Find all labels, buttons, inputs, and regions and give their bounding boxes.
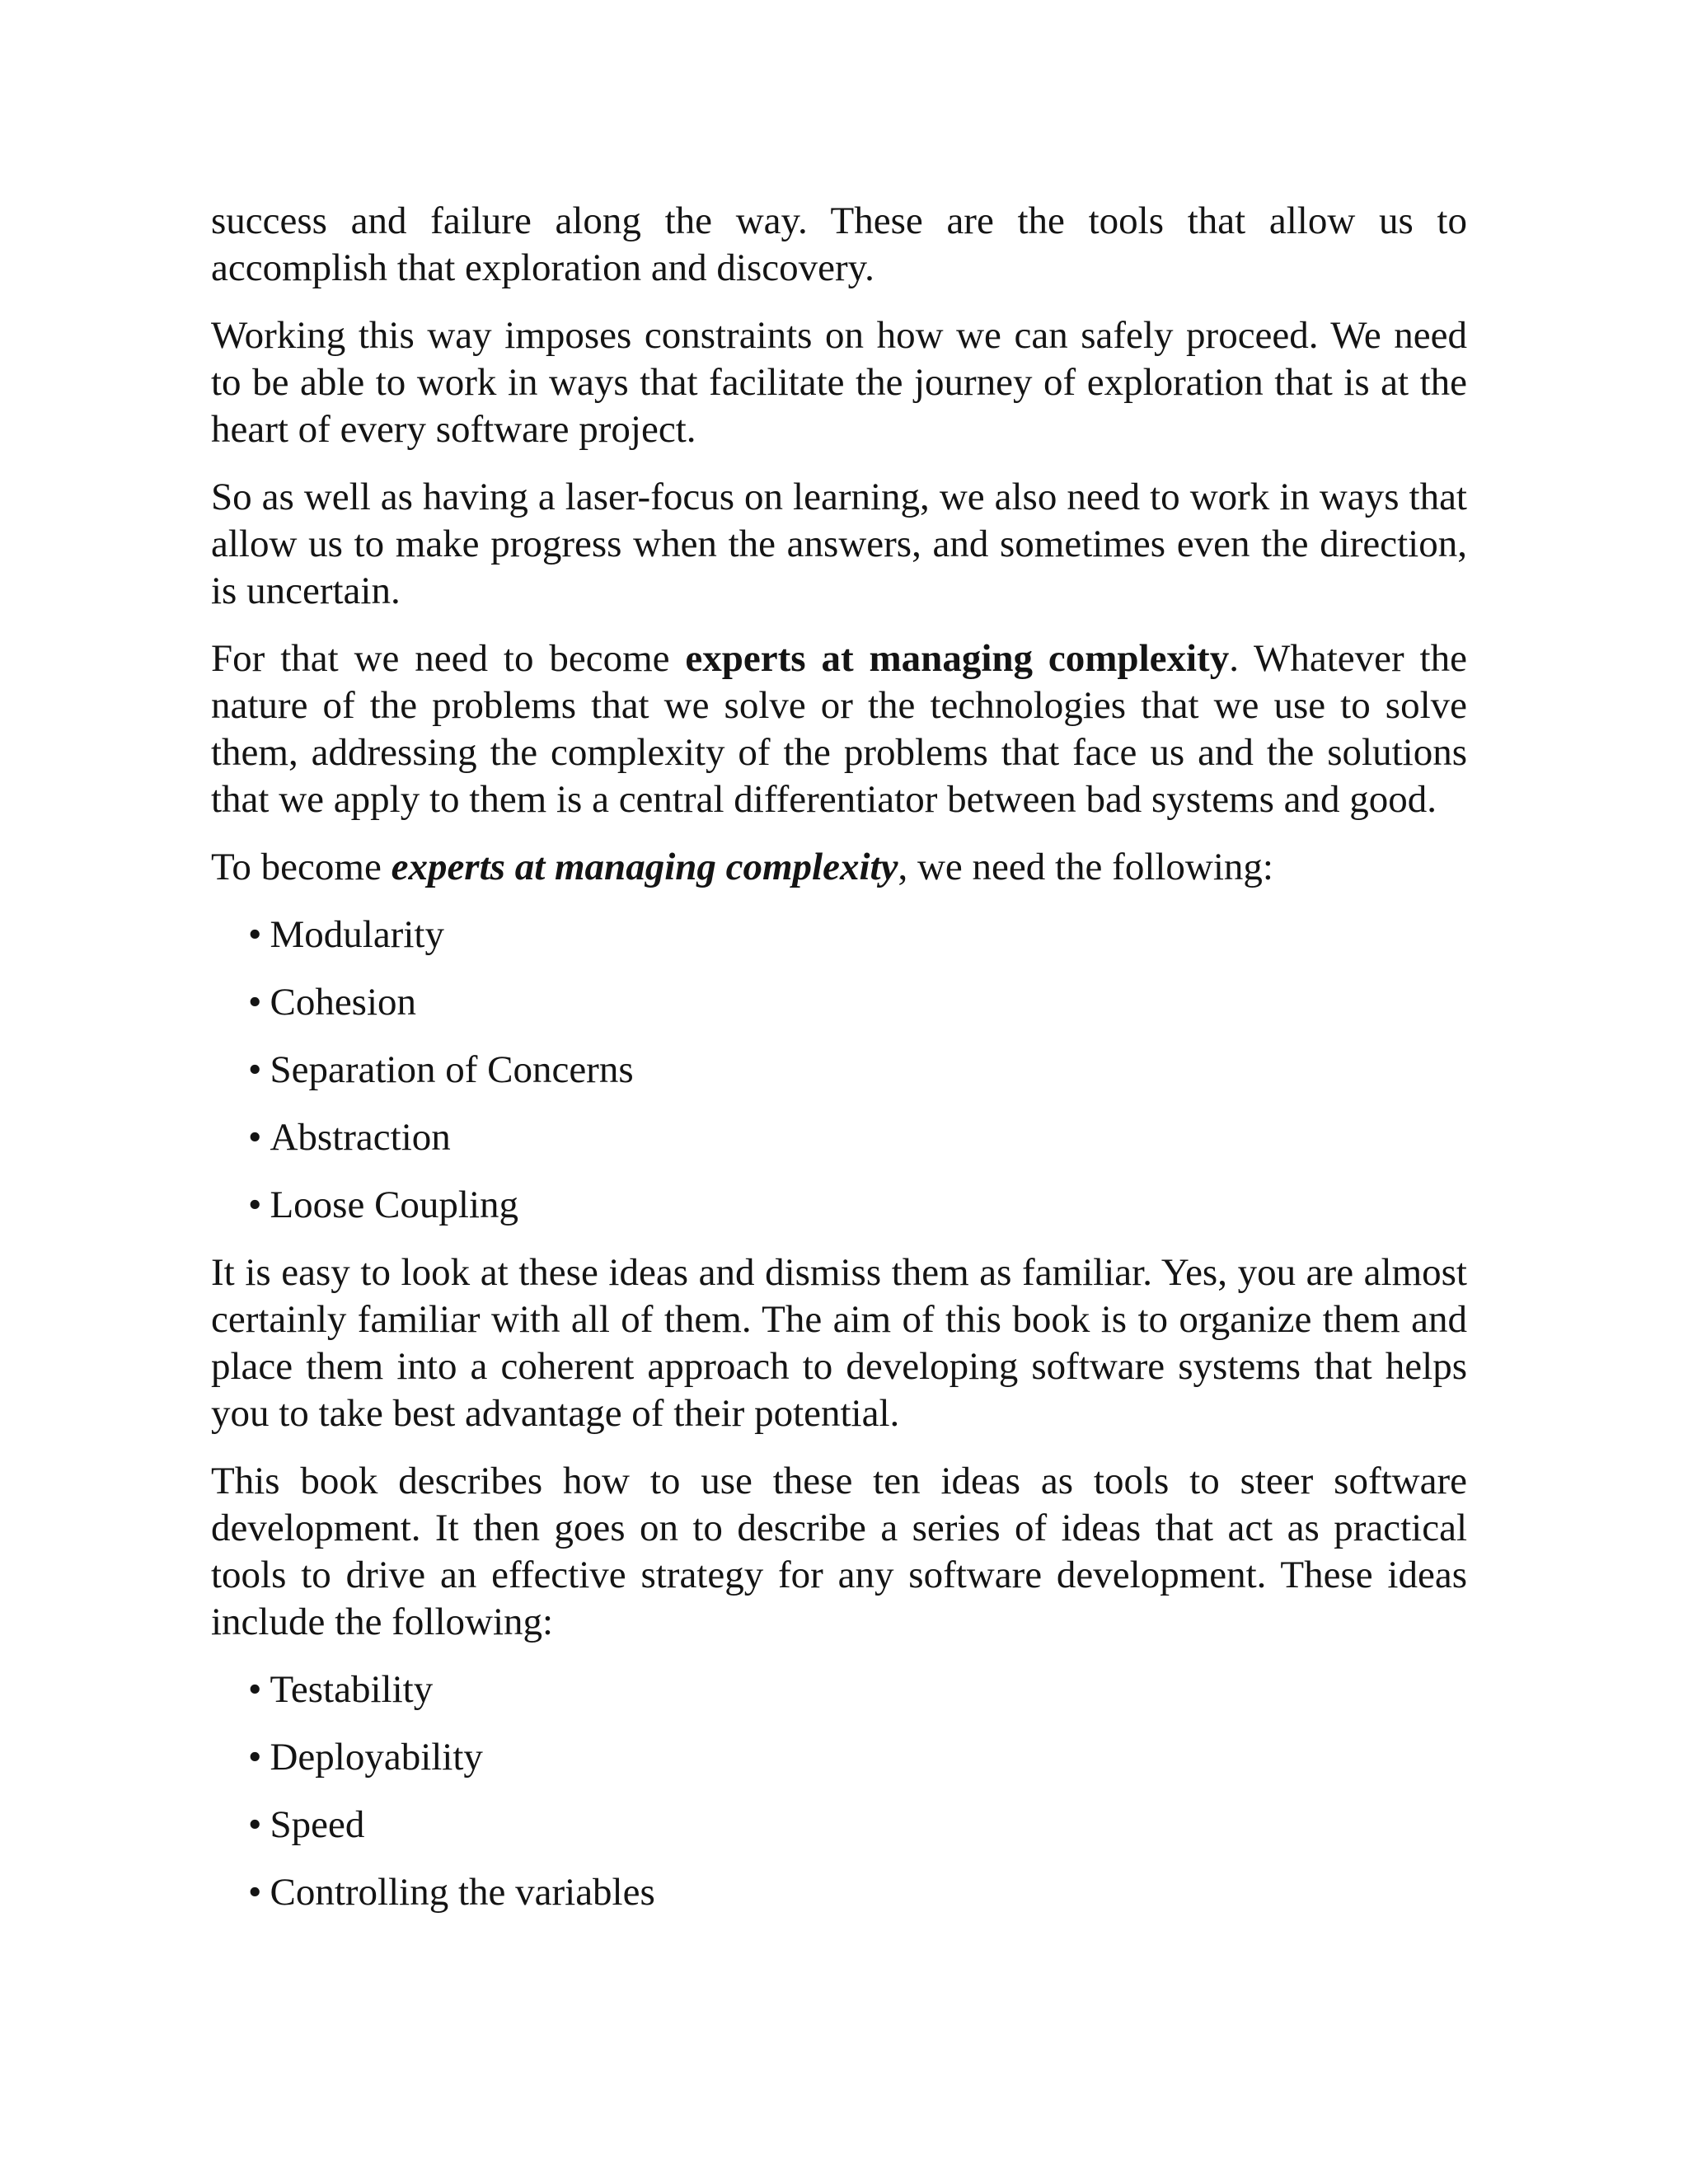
bullet-icon: • [248, 1803, 262, 1846]
list-item-label: Deployability [270, 1736, 483, 1779]
paragraph-managing-complexity [211, 635, 1467, 823]
text-run: To become [211, 846, 392, 888]
list-item-label: Abstraction [270, 1116, 451, 1159]
text-run: . Whatever the nature of the problems that we solve or the technologies that we use to solve them, addressing the complexity of the problems that face us and the solutions that we apply to them is a central differentiator between bad systems and good. [211, 637, 1467, 821]
document-page [211, 198, 1467, 1937]
list-item [248, 912, 1467, 958]
text-run: , we need the following: [898, 846, 1273, 888]
list-item [248, 1869, 1467, 1916]
list-item-label: Loose Coupling [270, 1183, 519, 1226]
list-item-label: Controlling the variables [270, 1871, 655, 1914]
list-item [248, 1047, 1467, 1094]
text-run: For that we need to become [211, 637, 686, 680]
paragraph-familiar-ideas: It is easy to look at these ideas and dismiss them as familiar. Yes, you are almost certainly familiar with all of them. The aim of this book is to organize them and place them into a coherent approach to developing software systems that helps you to take best advantage of their potential. [211, 1251, 1467, 1435]
list-item-label: Separation of Concerns [270, 1048, 634, 1091]
paragraph-exploration: success and failure along the way. These are the tools that allow us to accomplish that exploration and discovery. [211, 199, 1467, 289]
list-item-label: Modularity [270, 913, 444, 956]
bullet-icon: • [248, 1183, 262, 1226]
list-item [248, 1802, 1467, 1849]
list-item [248, 1666, 1467, 1713]
bullet-icon: • [248, 1871, 262, 1914]
list-item [248, 1182, 1467, 1229]
list-item [248, 979, 1467, 1026]
paragraph-laser-focus: So as well as having a laser-focus on learning, we also need to work in ways that allow us to make progress when the answers, and sometimes even the direction, is uncertain. [211, 476, 1467, 612]
bullet-icon: • [248, 1668, 262, 1711]
paragraph-book-description: This book describes how to use these ten ideas as tools to steer software development. It then goes on to describe a series of ideas that act as practical tools to drive an effective strategy for any software development. These ideas include the following: [211, 1460, 1467, 1643]
bullet-icon: • [248, 981, 262, 1024]
strategy-bullet-list [211, 1666, 1467, 1916]
bold-phrase: experts at managing complexity [685, 637, 1230, 680]
complexity-bullet-list [211, 912, 1467, 1229]
bullet-icon: • [248, 1736, 262, 1779]
bullet-icon: • [248, 1048, 262, 1091]
list-item-label: Speed [270, 1803, 365, 1846]
bullet-icon: • [248, 1116, 262, 1159]
list-item [248, 1114, 1467, 1161]
list-item [248, 1734, 1467, 1781]
bold-italic-phrase: experts at managing complexity [391, 846, 898, 888]
paragraph-list-intro [211, 844, 1467, 891]
list-item-label: Testability [270, 1668, 434, 1711]
paragraph-constraints: Working this way imposes constraints on how we can safely proceed. We need to be able to work in ways that facilitate the journey of exploration that is at the heart of every software project. [211, 314, 1467, 451]
list-item-label: Cohesion [270, 981, 417, 1024]
bullet-icon: • [248, 913, 262, 956]
